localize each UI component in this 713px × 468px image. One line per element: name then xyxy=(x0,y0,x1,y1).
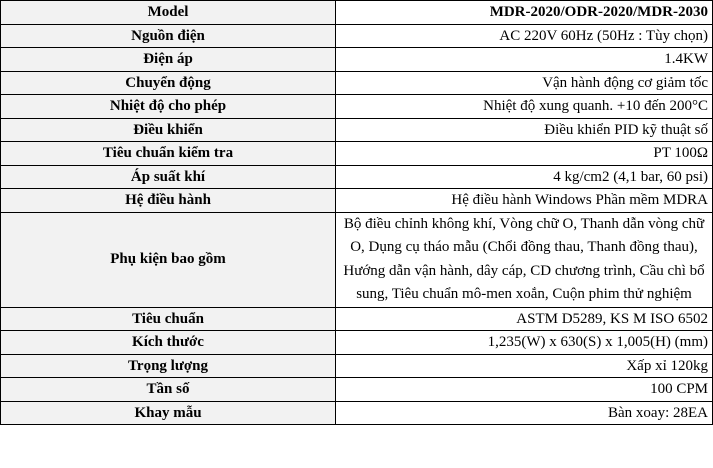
table-row xyxy=(1,354,713,378)
spec-label: Nguồn điện xyxy=(1,24,336,48)
spec-label: Khay mẫu xyxy=(1,401,336,425)
table-row xyxy=(1,189,713,213)
spec-label: Trọng lượng xyxy=(1,354,336,378)
table-row xyxy=(1,48,713,72)
spec-label: Tần số xyxy=(1,378,336,402)
table-row xyxy=(1,95,713,119)
table-row xyxy=(1,118,713,142)
spec-value: Nhiệt độ xung quanh. +10 đến 200°C xyxy=(336,95,713,119)
spec-value: 1.4KW xyxy=(336,48,713,72)
spec-label: Tiêu chuẩn xyxy=(1,307,336,331)
spec-label: Phụ kiện bao gồm xyxy=(1,212,336,307)
spec-value: Bộ điều chỉnh không khí, Vòng chữ O, Thanh dẫn vòng chữ O, Dụng cụ tháo mẫu (Chổi đồng thau, Thanh đồng thau), Hướng dẫn vận hành, dây cáp, CD chương trình, Cầu chì bổ sung, Tiêu chuẩn mô-men xoắn, Cuộn phim thử nghiệm xyxy=(336,212,713,307)
table-row xyxy=(1,165,713,189)
spec-label: Điện áp xyxy=(1,48,336,72)
spec-value: Bàn xoay: 28EA xyxy=(336,401,713,425)
spec-value: Điều khiển PID kỹ thuật số xyxy=(336,118,713,142)
spec-label: Tiêu chuẩn kiểm tra xyxy=(1,142,336,166)
spec-value: 4 kg/cm2 (4,1 bar, 60 psi) xyxy=(336,165,713,189)
table-header-row xyxy=(1,1,713,25)
spec-value: 100 CPM xyxy=(336,378,713,402)
spec-value: 1,235(W) x 630(S) x 1,005(H) (mm) xyxy=(336,331,713,355)
table-row xyxy=(1,24,713,48)
table-row xyxy=(1,307,713,331)
spec-label: Kích thước xyxy=(1,331,336,355)
spec-label: Model xyxy=(1,1,336,25)
spec-label: Điều khiển xyxy=(1,118,336,142)
spec-label: Hệ điều hành xyxy=(1,189,336,213)
table-row xyxy=(1,378,713,402)
spec-label: Áp suất khí xyxy=(1,165,336,189)
table-row xyxy=(1,331,713,355)
spec-value: Vận hành động cơ giảm tốc xyxy=(336,71,713,95)
spec-value: ASTM D5289, KS M ISO 6502 xyxy=(336,307,713,331)
spec-label: Chuyển động xyxy=(1,71,336,95)
spec-value: AC 220V 60Hz (50Hz : Tùy chọn) xyxy=(336,24,713,48)
spec-value: Xấp xỉ 120kg xyxy=(336,354,713,378)
spec-value: MDR-2020/ODR-2020/MDR-2030 xyxy=(336,1,713,25)
table-row xyxy=(1,401,713,425)
table-row xyxy=(1,71,713,95)
spec-value: Hệ điều hành Windows Phần mềm MDRA xyxy=(336,189,713,213)
spec-label: Nhiệt độ cho phép xyxy=(1,95,336,119)
spec-value: PT 100Ω xyxy=(336,142,713,166)
table-row xyxy=(1,142,713,166)
table-row xyxy=(1,212,713,307)
